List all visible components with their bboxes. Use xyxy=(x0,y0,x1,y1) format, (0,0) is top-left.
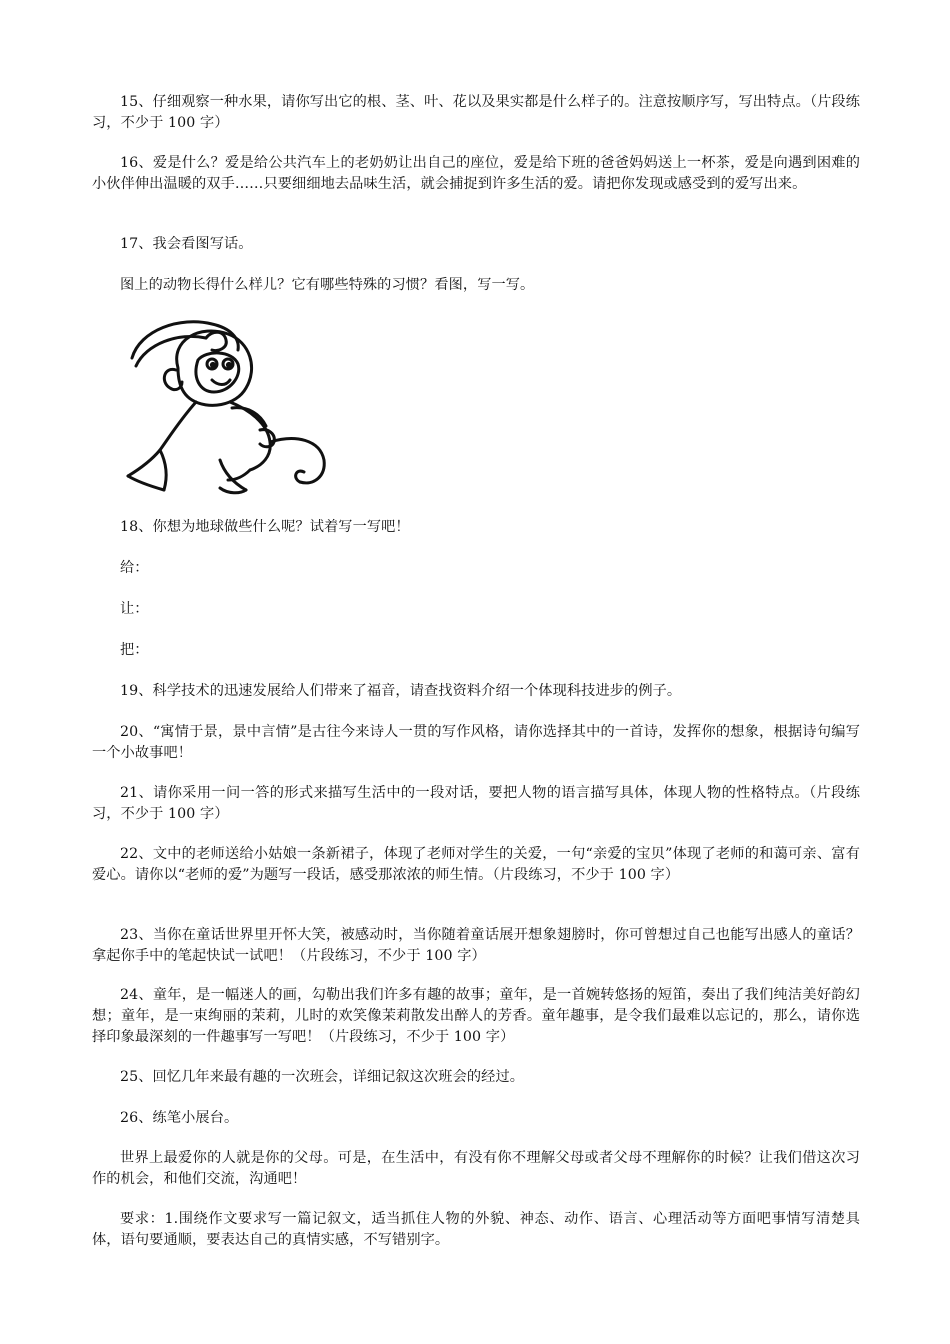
monkey-illustration xyxy=(120,310,330,496)
question-23: 23、当你在童话世界里开怀大笑，被感动时，当你随着童话展开想象翅膀时，你可曾想过自己也能写出感人的童话？拿起你手中的笔起快试一试吧！（片段练习，不少于 100 字） xyxy=(92,927,860,964)
question-17: 17、我会看图写话。 xyxy=(120,236,253,252)
question-15: 15、仔细观察一种水果，请你写出它的根、茎、叶、花以及果实都是什么样子的。注意按顺序写，写出特点。（片段练习，不少于 100 字） xyxy=(92,94,860,131)
question-20: 20、“寓情于景，景中言情”是古往今来诗人一贯的写作风格，请你选择其中的一首诗，发挥你的想象，根据诗句编写一个小故事吧！ xyxy=(92,724,860,761)
monkey-drawing xyxy=(120,310,330,496)
document-page xyxy=(92,0,860,1344)
question-24: 24、童年，是一幅迷人的画，勾勒出我们许多有趣的故事；童年，是一首婉转悠扬的短笛，奏出了我们纯洁美好韵幻想；童年，是一束绚丽的茉莉，儿时的欢笑像茉莉散发出醉人的芳香。童年趣事，是令我们最难以忘记的，那么，请你选择印象最深刻的一件趣事写一写吧！（片段练习，不少于 100 字） xyxy=(92,987,860,1045)
question-17-prompt: 图上的动物长得什么样儿？它有哪些特殊的习惯？看图，写一写。 xyxy=(120,277,535,293)
question-21: 21、请你采用一问一答的形式来描写生活中的一段对话，要把人物的语言描写具体，体现人物的性格特点。（片段练习，不少于 100 字） xyxy=(92,785,860,822)
question-22: 22、文中的老师送给小姑娘一条新裙子，体现了老师对学生的关爱，一句“亲爱的宝贝”体现了老师的和蔼可亲、富有爱心。请你以“老师的爱”为题写一段话，感受那浓浓的师生情。（片段练习，不少于 100 字） xyxy=(92,846,860,883)
question-26-requirements: 要求：1.围绕作文要求写一篇记叙文，适当抓住人物的外貌、神态、动作、语言、心理活动等方面吧事情写清楚具体，语句要通顺，要表达自己的真情实感，不写错别字。 xyxy=(92,1211,860,1248)
question-19: 19、科学技术的迅速发展给人们带来了福音，请查找资料介绍一个体现科技进步的例子。 xyxy=(120,683,682,699)
question-18: 18、你想为地球做些什么呢？试着写一写吧！ xyxy=(120,519,410,535)
question-18-take: 把： xyxy=(120,642,149,658)
question-26: 26、练笔小展台。 xyxy=(120,1110,239,1126)
question-26-intro: 世界上最爱你的人就是你的父母。可是，在生活中，有没有你不理解父母或者父母不理解你的时候？让我们借这次习作的机会，和他们交流，沟通吧！ xyxy=(92,1150,860,1187)
question-18-let: 让： xyxy=(120,601,149,617)
question-16: 16、爱是什么？爱是给公共汽车上的老奶奶让出自己的座位，爱是给下班的爸爸妈妈送上一杯茶，爱是向遇到困难的小伙伴伸出温暖的双手……只要细细地去品味生活，就会捕捉到许多生活的爱。请把你发现或感受到的爱写出来。 xyxy=(92,155,860,192)
question-18-give: 给： xyxy=(120,560,149,576)
question-25: 25、回忆几年来最有趣的一次班会，详细记叙这次班会的经过。 xyxy=(120,1069,525,1085)
